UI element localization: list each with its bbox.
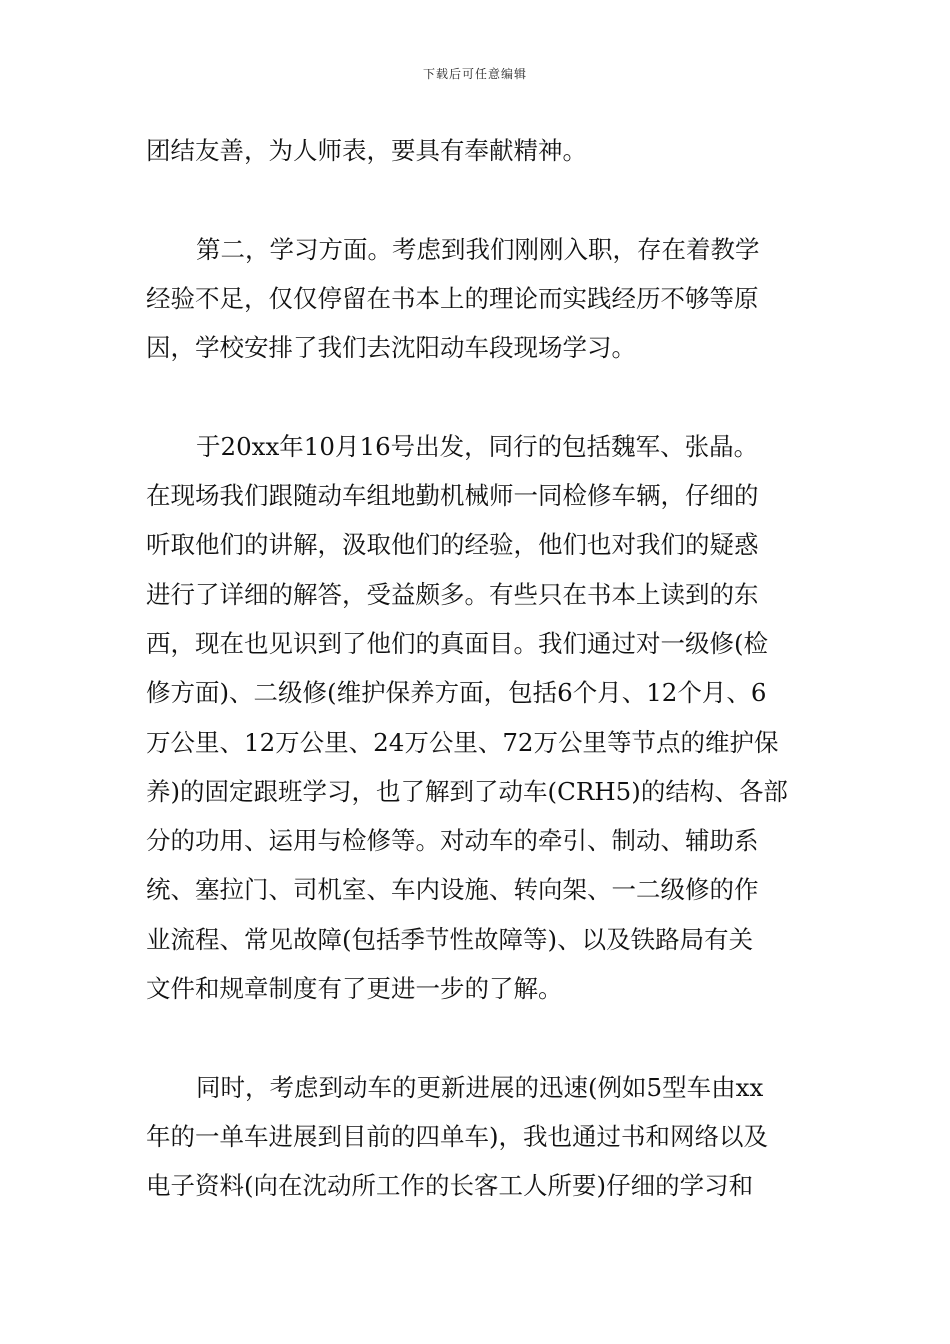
text-line: 电子资料(向在沈动所工作的长客工人所要)仔细的学习和 [146,1171,754,1201]
paragraph-first-line: 第二，学习方面。考虑到我们刚刚入职，存在着教学 [196,234,760,264]
text-line: 养)的固定跟班学习，也了解到了动车(CRH5)的结构、各部 [146,776,788,806]
paragraph-spacer [146,372,810,421]
text-line: 万公里、12万公里、24万公里、72万公里等节点的维护保 [146,727,779,757]
paragraph-spacer [146,175,810,224]
text-line: 西，现在也见识到了他们的真面目。我们通过对一级修(检 [146,628,769,658]
text-line: 文件和规章制度有了更进一步的了解。 [146,974,563,1004]
text-line: 因，学校安排了我们去沈阳动车段现场学习。 [146,333,636,363]
text-line: 统、塞拉门、司机室、车内设施、转向架、一二级修的作 [146,875,759,905]
document-body [146,126,810,1211]
text-line: 进行了详细的解答，受益颇多。有些只在书本上读到的东 [146,579,759,609]
paragraph-spacer [146,1013,810,1062]
text-line: 在现场我们跟随动车组地勤机械师一同检修车辆，仔细的 [146,481,759,511]
text-line: 经验不足，仅仅停留在书本上的理论而实践经历不够等原 [146,283,759,313]
text-line: 修方面)、二级修(维护保养方面，包括6个月、12个月、6 [146,678,767,708]
paragraph-first-line: 同时，考虑到动车的更新进展的迅速(例如5型车由xx [196,1072,764,1102]
page-header-note: 下载后可任意编辑 [422,67,527,81]
text-line: 听取他们的讲解，汲取他们的经验，他们也对我们的疑惑 [146,530,759,560]
text-line: 年的一单车进展到目前的四单车)，我也通过书和网络以及 [146,1121,769,1151]
text-line: 分的功用、运用与检修等。对动车的牵引、制动、辅助系 [146,826,759,856]
paragraph-first-line: 于20xx年10月16号出发，同行的包括魏军、张晶。 [196,431,759,461]
text-line: 团结友善，为人师表，要具有奉献精神。 [146,136,587,165]
text-line: 业流程、常见故障(包括季节性故障等)、以及铁路局有关 [146,924,754,954]
